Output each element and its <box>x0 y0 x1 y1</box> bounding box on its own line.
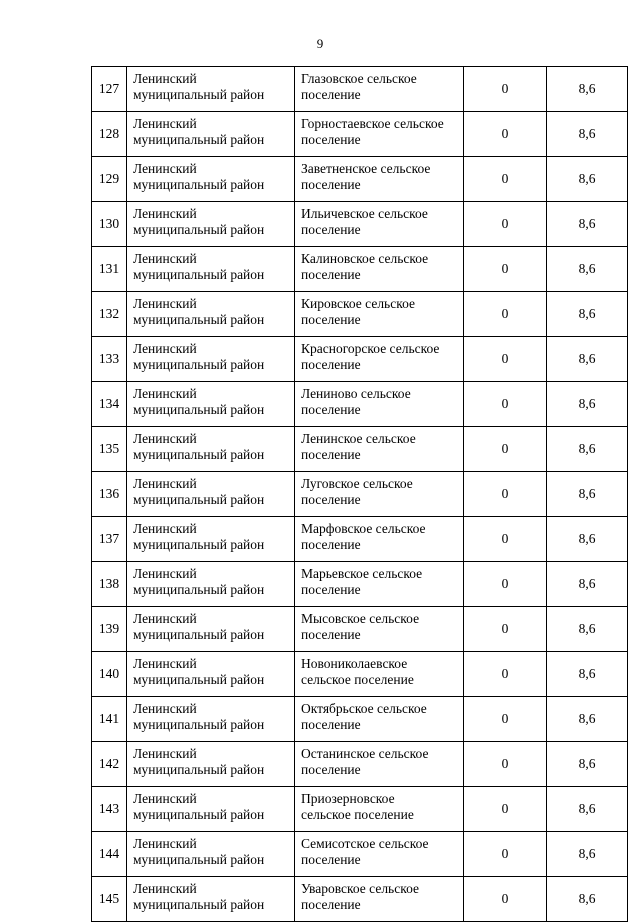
row-number: 131 <box>98 261 120 276</box>
value2: 8,6 <box>578 126 596 141</box>
value2-cell <box>547 337 628 382</box>
value2: 8,6 <box>578 891 596 906</box>
row-number-cell <box>92 517 127 562</box>
district-cell <box>127 742 295 787</box>
value2-cell <box>547 112 628 157</box>
district-name-line1: Ленинский <box>133 521 197 536</box>
settlement-name-line2: поселение <box>301 717 361 732</box>
value1: 0 <box>501 396 509 411</box>
district-name-line2: муниципальный район <box>133 807 265 822</box>
settlement-name-line2: поселение <box>301 627 361 642</box>
district-cell <box>127 247 295 292</box>
district-name-line2: муниципальный район <box>133 357 265 372</box>
district-name-line2: муниципальный район <box>133 267 265 282</box>
settlement-cell <box>295 112 464 157</box>
value2: 8,6 <box>578 486 596 501</box>
value1: 0 <box>501 126 509 141</box>
district-cell <box>127 292 295 337</box>
district-name-line1: Ленинский <box>133 791 197 806</box>
value1-cell <box>464 697 547 742</box>
data-table <box>91 66 628 922</box>
settlement-name-line1: Останинское сельское <box>301 746 429 761</box>
settlement-name-line2: сельское поселение <box>301 807 414 822</box>
district-cell <box>127 112 295 157</box>
district-cell <box>127 157 295 202</box>
settlement-name-line2: поселение <box>301 492 361 507</box>
settlement-name-line1: Горностаевское сельское <box>301 116 444 131</box>
row-number: 133 <box>98 351 120 366</box>
value2-cell <box>547 67 628 112</box>
table-row <box>92 787 628 832</box>
district-name-line2: муниципальный район <box>133 672 265 687</box>
district-name-line2: муниципальный район <box>133 852 265 867</box>
value2-cell <box>547 877 628 922</box>
row-number: 139 <box>98 621 120 636</box>
settlement-cell <box>295 337 464 382</box>
district-cell <box>127 472 295 517</box>
settlement-name-line1: Ленинское сельское <box>301 431 416 446</box>
district-name-line2: муниципальный район <box>133 402 265 417</box>
row-number-cell <box>92 427 127 472</box>
table-row <box>92 607 628 652</box>
row-number-cell <box>92 787 127 832</box>
value2: 8,6 <box>578 81 596 96</box>
value2: 8,6 <box>578 801 596 816</box>
row-number-cell <box>92 562 127 607</box>
settlement-cell <box>295 67 464 112</box>
row-number-cell <box>92 832 127 877</box>
value1-cell <box>464 472 547 517</box>
table-row <box>92 742 628 787</box>
row-number: 140 <box>98 666 120 681</box>
value2-cell <box>547 157 628 202</box>
value2-cell <box>547 697 628 742</box>
value2-cell <box>547 517 628 562</box>
settlement-cell <box>295 517 464 562</box>
value2-cell <box>547 832 628 877</box>
value1-cell <box>464 517 547 562</box>
value2-cell <box>547 247 628 292</box>
district-name-line2: муниципальный район <box>133 717 265 732</box>
settlement-name-line2: сельское поселение <box>301 672 414 687</box>
value1: 0 <box>501 711 509 726</box>
row-number: 132 <box>98 306 120 321</box>
table-row <box>92 247 628 292</box>
value1: 0 <box>501 261 509 276</box>
settlement-cell <box>295 832 464 877</box>
district-cell <box>127 877 295 922</box>
district-cell <box>127 382 295 427</box>
row-number: 135 <box>98 441 120 456</box>
row-number: 143 <box>98 801 120 816</box>
value2: 8,6 <box>578 396 596 411</box>
table-row <box>92 112 628 157</box>
value2: 8,6 <box>578 666 596 681</box>
row-number-cell <box>92 877 127 922</box>
district-name-line1: Ленинский <box>133 161 197 176</box>
settlement-name-line2: поселение <box>301 897 361 912</box>
district-name-line1: Ленинский <box>133 431 197 446</box>
settlement-name-line1: Красногорское сельское <box>301 341 440 356</box>
value1: 0 <box>501 351 509 366</box>
district-name-line2: муниципальный район <box>133 87 265 102</box>
district-name-line2: муниципальный район <box>133 177 265 192</box>
settlement-name-line1: Глазовское сельское <box>301 71 417 86</box>
settlement-name-line1: Марфовское сельское <box>301 521 426 536</box>
settlement-name-line2: поселение <box>301 177 361 192</box>
row-number-cell <box>92 202 127 247</box>
settlement-name-line1: Семисотское сельское <box>301 836 429 851</box>
settlement-name-line1: Кировское сельское <box>301 296 415 311</box>
district-cell <box>127 832 295 877</box>
table-row <box>92 157 628 202</box>
settlement-name-line1: Калиновское сельское <box>301 251 429 266</box>
settlement-cell <box>295 157 464 202</box>
table-row <box>92 697 628 742</box>
value2-cell <box>547 652 628 697</box>
value1-cell <box>464 652 547 697</box>
district-name-line1: Ленинский <box>133 836 197 851</box>
settlement-cell <box>295 427 464 472</box>
district-name-line1: Ленинский <box>133 746 197 761</box>
value2-cell <box>547 787 628 832</box>
table-row <box>92 517 628 562</box>
value1-cell <box>464 337 547 382</box>
row-number: 129 <box>98 171 120 186</box>
row-number-cell <box>92 742 127 787</box>
settlement-cell <box>295 877 464 922</box>
row-number-cell <box>92 472 127 517</box>
district-cell <box>127 607 295 652</box>
value1: 0 <box>501 576 509 591</box>
settlement-name-line1: Уваровское сельское <box>301 881 419 896</box>
value1: 0 <box>501 846 509 861</box>
value1-cell <box>464 877 547 922</box>
settlement-cell <box>295 247 464 292</box>
table-row <box>92 292 628 337</box>
table-row <box>92 472 628 517</box>
table-row <box>92 832 628 877</box>
value1-cell <box>464 157 547 202</box>
district-name-line1: Ленинский <box>133 71 197 86</box>
settlement-name-line1: Приозерновское <box>301 791 395 806</box>
row-number: 142 <box>98 756 120 771</box>
district-name-line1: Ленинский <box>133 611 197 626</box>
settlement-cell <box>295 607 464 652</box>
settlement-name-line2: поселение <box>301 447 361 462</box>
district-cell <box>127 337 295 382</box>
value1: 0 <box>501 801 509 816</box>
row-number: 134 <box>98 396 120 411</box>
row-number-cell <box>92 157 127 202</box>
table-row <box>92 877 628 922</box>
value1: 0 <box>501 891 509 906</box>
settlement-name-line1: Октябрьское сельское <box>301 701 427 716</box>
district-name-line1: Ленинский <box>133 656 197 671</box>
value2: 8,6 <box>578 261 596 276</box>
settlement-name-line1: Лениново сельское <box>301 386 411 401</box>
settlement-cell <box>295 787 464 832</box>
value2-cell <box>547 472 628 517</box>
table-row <box>92 337 628 382</box>
page-number: 9 <box>316 36 324 51</box>
value1: 0 <box>501 306 509 321</box>
district-cell <box>127 787 295 832</box>
district-name-line2: муниципальный район <box>133 222 265 237</box>
row-number: 144 <box>98 846 120 861</box>
settlement-name-line2: поселение <box>301 762 361 777</box>
table-row <box>92 202 628 247</box>
district-name-line2: муниципальный район <box>133 447 265 462</box>
value2-cell <box>547 742 628 787</box>
settlement-cell <box>295 382 464 427</box>
settlement-name-line2: поселение <box>301 582 361 597</box>
settlement-name-line2: поселение <box>301 852 361 867</box>
settlement-name-line1: Луговское сельское <box>301 476 413 491</box>
value1-cell <box>464 292 547 337</box>
table-body <box>92 67 628 922</box>
value1: 0 <box>501 216 509 231</box>
district-cell <box>127 562 295 607</box>
row-number-cell <box>92 607 127 652</box>
value2: 8,6 <box>578 306 596 321</box>
settlement-cell <box>295 292 464 337</box>
value2: 8,6 <box>578 216 596 231</box>
value1: 0 <box>501 171 509 186</box>
value2: 8,6 <box>578 711 596 726</box>
settlement-cell <box>295 697 464 742</box>
value2-cell <box>547 427 628 472</box>
settlement-cell <box>295 742 464 787</box>
district-cell <box>127 202 295 247</box>
row-number: 128 <box>98 126 120 141</box>
value2: 8,6 <box>578 756 596 771</box>
table-row <box>92 562 628 607</box>
district-name-line2: муниципальный район <box>133 762 265 777</box>
value1-cell <box>464 202 547 247</box>
row-number: 130 <box>98 216 120 231</box>
district-name-line2: муниципальный район <box>133 537 265 552</box>
value1: 0 <box>501 486 509 501</box>
district-name-line2: муниципальный район <box>133 627 265 642</box>
value2-cell <box>547 202 628 247</box>
district-name-line1: Ленинский <box>133 341 197 356</box>
value1: 0 <box>501 531 509 546</box>
row-number: 141 <box>98 711 120 726</box>
value2: 8,6 <box>578 576 596 591</box>
row-number-cell <box>92 382 127 427</box>
row-number: 138 <box>98 576 120 591</box>
row-number-cell <box>92 697 127 742</box>
settlement-name-line2: поселение <box>301 267 361 282</box>
district-name-line2: муниципальный район <box>133 132 265 147</box>
value2-cell <box>547 607 628 652</box>
value2: 8,6 <box>578 531 596 546</box>
district-name-line2: муниципальный район <box>133 312 265 327</box>
table-row <box>92 67 628 112</box>
value1-cell <box>464 742 547 787</box>
settlement-cell <box>295 202 464 247</box>
value1-cell <box>464 67 547 112</box>
row-number: 137 <box>98 531 120 546</box>
district-name-line1: Ленинский <box>133 476 197 491</box>
district-name-line1: Ленинский <box>133 386 197 401</box>
district-name-line2: муниципальный район <box>133 897 265 912</box>
row-number-cell <box>92 652 127 697</box>
row-number-cell <box>92 112 127 157</box>
settlement-name-line1: Новониколаевское <box>301 656 408 671</box>
value1-cell <box>464 607 547 652</box>
district-cell <box>127 517 295 562</box>
district-name-line1: Ленинский <box>133 566 197 581</box>
value1: 0 <box>501 756 509 771</box>
value2-cell <box>547 382 628 427</box>
settlement-cell <box>295 562 464 607</box>
settlement-name-line2: поселение <box>301 132 361 147</box>
value2: 8,6 <box>578 846 596 861</box>
settlement-name-line1: Марьевское сельское <box>301 566 423 581</box>
district-cell <box>127 652 295 697</box>
settlement-name-line1: Ильичевское сельское <box>301 206 428 221</box>
district-cell <box>127 67 295 112</box>
row-number-cell <box>92 67 127 112</box>
value2-cell <box>547 562 628 607</box>
settlement-cell <box>295 652 464 697</box>
value1: 0 <box>501 621 509 636</box>
district-cell <box>127 697 295 742</box>
district-name-line1: Ленинский <box>133 881 197 896</box>
value1-cell <box>464 427 547 472</box>
value1-cell <box>464 247 547 292</box>
settlement-name-line1: Заветненское сельское <box>301 161 431 176</box>
district-name-line1: Ленинский <box>133 206 197 221</box>
row-number-cell <box>92 247 127 292</box>
district-name-line1: Ленинский <box>133 701 197 716</box>
district-name-line2: муниципальный район <box>133 492 265 507</box>
table-row <box>92 427 628 472</box>
district-cell <box>127 427 295 472</box>
row-number: 127 <box>98 81 120 96</box>
district-name-line1: Ленинский <box>133 296 197 311</box>
value1-cell <box>464 787 547 832</box>
value1-cell <box>464 382 547 427</box>
settlement-name-line2: поселение <box>301 537 361 552</box>
settlement-name-line2: поселение <box>301 222 361 237</box>
value1-cell <box>464 562 547 607</box>
table-row <box>92 652 628 697</box>
row-number: 136 <box>98 486 120 501</box>
value1: 0 <box>501 441 509 456</box>
value2: 8,6 <box>578 351 596 366</box>
row-number-cell <box>92 292 127 337</box>
district-name-line1: Ленинский <box>133 116 197 131</box>
district-name-line2: муниципальный район <box>133 582 265 597</box>
settlement-name-line1: Мысовское сельское <box>301 611 420 626</box>
settlement-cell <box>295 472 464 517</box>
value2: 8,6 <box>578 441 596 456</box>
table-row <box>92 382 628 427</box>
value2: 8,6 <box>578 621 596 636</box>
value1: 0 <box>501 81 509 96</box>
value1: 0 <box>501 666 509 681</box>
settlement-name-line2: поселение <box>301 402 361 417</box>
value2-cell <box>547 292 628 337</box>
value2: 8,6 <box>578 171 596 186</box>
settlement-name-line2: поселение <box>301 87 361 102</box>
value1-cell <box>464 112 547 157</box>
row-number: 145 <box>98 891 120 906</box>
row-number-cell <box>92 337 127 382</box>
settlement-name-line2: поселение <box>301 357 361 372</box>
settlement-name-line2: поселение <box>301 312 361 327</box>
district-name-line1: Ленинский <box>133 251 197 266</box>
value1-cell <box>464 832 547 877</box>
